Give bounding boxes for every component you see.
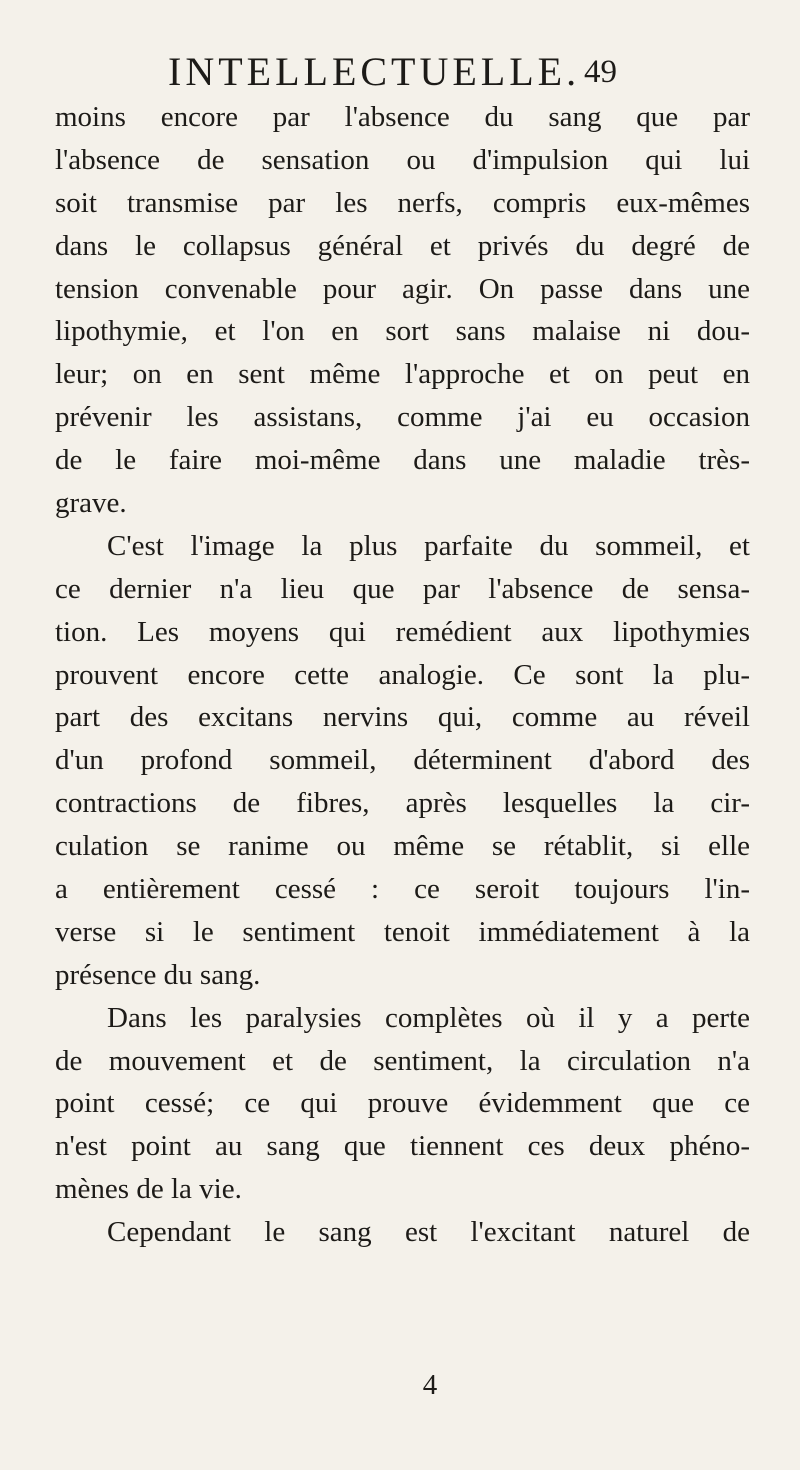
text-line: prouvent encore cette analogie. Ce sont la plu-	[55, 658, 750, 691]
text-line: l'absence de sensation ou d'impulsion qui lui	[55, 143, 750, 176]
text-line: a entièrement cessé : ce seroit toujours l'in-	[55, 873, 750, 906]
text-line: de mouvement et de sentiment, la circulation n'a	[55, 1044, 750, 1077]
text-line: soit transmise par les nerfs, compris eux-mêmes	[55, 186, 750, 219]
page-header	[168, 49, 638, 102]
text-line: lipothymie, et l'on en sort sans malaise ni dou-	[55, 315, 750, 348]
body-text	[55, 96, 750, 1254]
paragraph-end-line: grave.	[55, 487, 127, 520]
text-line: culation se ranime ou même se rétablit, si elle	[55, 830, 750, 863]
text-line: part des excitans nervins qui, comme au réveil	[55, 701, 750, 734]
paragraph-start-line: Cependant le sang est l'excitant naturel de	[107, 1216, 750, 1249]
paragraph-end-line: présence du sang.	[55, 958, 261, 991]
paragraph-end-line: mènes de la vie.	[55, 1173, 242, 1206]
paragraph-start-line: C'est l'image la plus parfaite du sommeil, et	[107, 529, 750, 562]
text-line: dans le collapsus général et privés du degré de	[55, 229, 750, 262]
text-line: n'est point au sang que tiennent ces deux phéno-	[55, 1130, 750, 1163]
paragraph-start-line: Dans les paralysies complètes où il y a perte	[107, 1001, 750, 1034]
text-line: leur; on en sent même l'approche et on peut en	[55, 358, 750, 391]
text-line: tension convenable pour agir. On passe dans une	[55, 272, 750, 305]
text-line: point cessé; ce qui prouve évidemment que ce	[55, 1087, 750, 1120]
text-line: moins encore par l'absence du sang que par	[55, 101, 750, 133]
text-line: verse si le sentiment tenoit immédiatement à la	[55, 915, 750, 948]
text-line: prévenir les assistans, comme j'ai eu occasion	[55, 401, 750, 434]
text-line: contractions de fibres, après lesquelles la cir-	[55, 787, 750, 820]
running-title: INTELLECTUELLE.	[168, 49, 581, 94]
signature-mark: 4	[422, 1369, 438, 1401]
text-line: d'un profond sommeil, déterminent d'abord des	[55, 744, 750, 777]
text-line: tion. Les moyens qui remédient aux lipothymies	[55, 615, 750, 648]
page-number: 49	[584, 54, 617, 90]
text-line: de le faire moi-même dans une maladie très-	[55, 444, 750, 477]
text-line: ce dernier n'a lieu que par l'absence de sensa-	[55, 572, 750, 605]
